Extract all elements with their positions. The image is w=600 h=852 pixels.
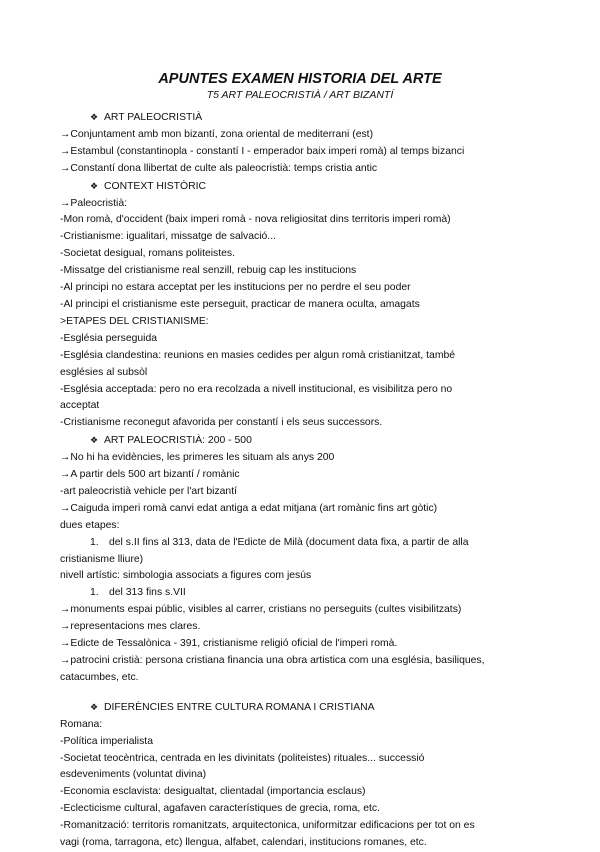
text-line: catacumbes, etc. <box>60 671 139 683</box>
text-line: →Estambul (constantinopla - constantí I - emperador baix imperi romà) al temps bizanci <box>60 145 465 157</box>
numbered-item <box>60 585 540 602</box>
text-line: -Al principi el cristianisme este perseguit, practicar de manera oculta, amagats <box>60 298 420 310</box>
text-line: →monuments espai públic, visibles al carrer, cristians no perseguits (cultes visibilitzats) <box>60 604 462 616</box>
section-heading-text: DIFERÈNCIES ENTRE CULTURA ROMANA I CRISTIANA <box>104 701 375 713</box>
item-text: del s.II fins al 313, data de l'Edicte de Milà (document data fixa, a partir de alla <box>109 536 469 548</box>
text-line: esglésies al subsòl <box>60 366 148 378</box>
text-line: >ETAPES DEL CRISTIANISME: <box>60 315 209 327</box>
text-line: -Església perseguida <box>60 332 158 344</box>
text-line: -Mon romà, d'occident (baix imperi romà - nova religiositat dins territoris imperi romà) <box>60 214 451 226</box>
document-body <box>60 109 540 852</box>
text-line: -Cristianisme: igualitari, missatge de salvació... <box>60 231 276 243</box>
diamond-bullet-icon: ❖ <box>90 435 99 446</box>
text-line: -Cristianisme reconegut afavorida per constantí i els seus successors. <box>60 417 383 429</box>
diamond-bullet-icon: ❖ <box>90 180 99 191</box>
blank-line <box>60 687 540 699</box>
text-line: →Constantí dona llibertat de culte als paleocristià: temps cristia antic <box>60 162 378 174</box>
text-line: →Conjuntament amb mon bizantí, zona oriental de mediterrani (est) <box>60 128 374 140</box>
text-line: -Eclecticisme cultural, agafaven característiques de grecia, roma, etc. <box>60 803 380 815</box>
section-heading-text: ART PALEOCRISTIÀ <box>104 112 203 123</box>
section-heading-text: ART PALEOCRISTIÀ: 200 - 500 <box>104 435 252 447</box>
text-line: -Societat desigual, romans politeistes. <box>60 248 235 260</box>
text-line: →Edicte de Tessalònica - 391, cristianisme religió oficial de l'imperi romà. <box>60 638 398 650</box>
item-text: del 313 fins s.VII <box>109 587 186 599</box>
text-line: -Societat teocèntrica, centrada en les divinitats (politeistes) rituales... successió <box>60 752 425 764</box>
section-heading <box>60 432 540 450</box>
text-line: -Al principi no estara acceptat per les institucions per no perdre el seu poder <box>60 282 411 294</box>
section-heading <box>60 109 540 127</box>
text-line: cristianisme lliure) <box>60 553 144 565</box>
item-number: 1. <box>90 587 99 599</box>
document-subtitle: T5 ART PALEOCRISTIÀ / ART BIZANTÍ <box>206 89 394 101</box>
text-line: →Caiguda imperi romà canvi edat antiga a edat mitjana (art romànic fins art gòtic) <box>60 502 438 514</box>
text-line: esdeveniments (voluntat divina) <box>60 769 207 781</box>
section-heading <box>60 178 540 196</box>
section-heading-text: CONTEXT HISTÒRIC <box>104 180 206 192</box>
text-line: →representacions mes clares. <box>60 621 201 633</box>
text-line: -Economia esclavista: desigualtat, clientadal (importancia esclaus) <box>60 786 366 798</box>
document-title: APUNTES EXAMEN HISTORIA DEL ARTE <box>158 71 442 87</box>
text-line: →A partir dels 500 art bizantí / romànic <box>60 469 240 481</box>
text-line: Romana: <box>60 718 103 730</box>
text-line: -Romanització: territoris romanitzats, arquitectonica, uniformitzar edificacions per tot on es <box>60 820 475 832</box>
text-line: -Política imperialista <box>60 735 153 747</box>
text-line: →Paleocristià: <box>60 197 127 209</box>
numbered-item <box>60 535 540 552</box>
text-line: nivell artístic: simbologia associats a figures com jesús <box>60 570 312 582</box>
text-line: vagi (roma, tarragona, etc) llengua, alfabet, calendari, institucions romanes, etc. <box>60 837 427 849</box>
text-line: dues etapes: <box>60 519 120 531</box>
text-line: →No hi ha evidències, les primeres les situam als anys 200 <box>60 452 335 464</box>
text-line: -art paleocristià vehicle per l'art bizantí <box>60 485 237 497</box>
text-line: →patrocini cristià: persona cristiana financia una obra artistica com una església, basiliques, <box>60 655 485 666</box>
text-line: -Església clandestina: reunions en masies cedides per algun romà cristianitzat, també <box>60 349 456 361</box>
item-number: 1. <box>90 536 99 548</box>
diamond-bullet-icon: ❖ <box>90 701 99 712</box>
text-line: -Missatge del cristianisme real senzill, rebuig cap les institucions <box>60 265 357 277</box>
diamond-bullet-icon: ❖ <box>90 112 99 122</box>
section-heading <box>60 699 540 717</box>
text-line: -Església acceptada: pero no era recolzada a nivell institucional, es visibilitza pero no <box>60 383 453 395</box>
text-line: acceptat <box>60 400 100 412</box>
